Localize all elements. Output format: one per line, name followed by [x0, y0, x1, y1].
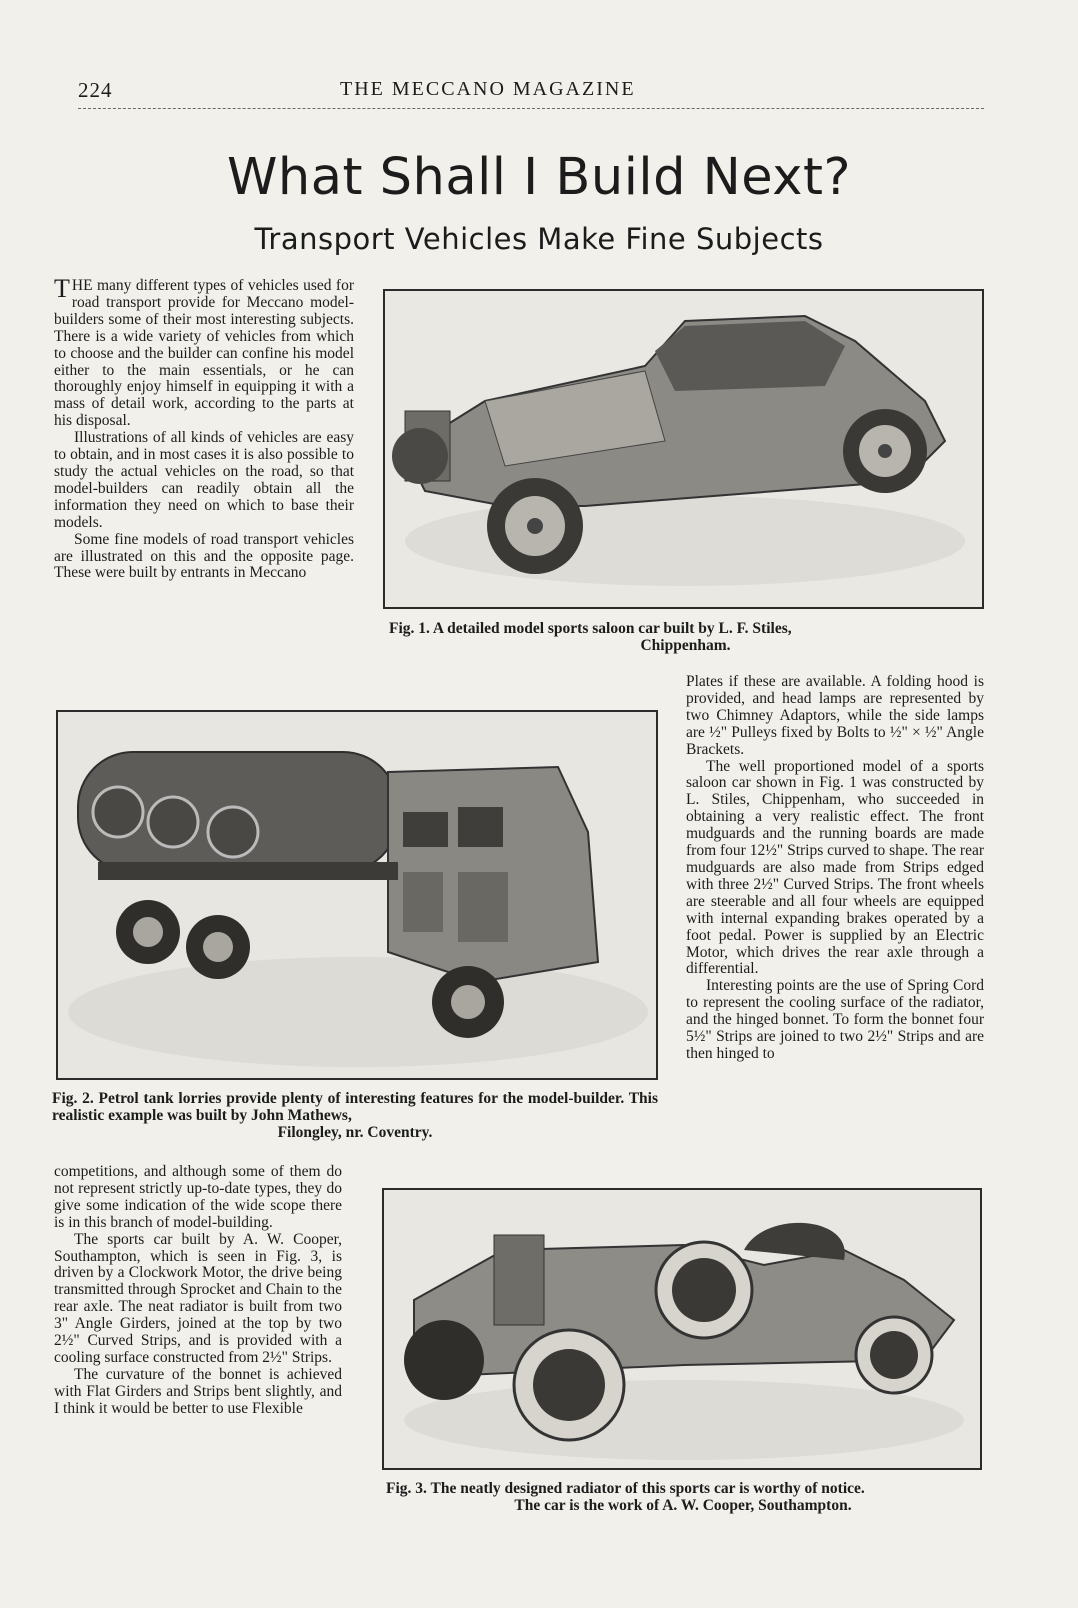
figure-1-caption-text: Fig. 1. A detailed model sports saloon car built by L. F. Stiles, [389, 620, 792, 637]
magazine-title: THE MECCANO MAGAZINE [340, 78, 636, 100]
article-subtitle: Transport Vehicles Make Fine Subjects [254, 222, 824, 256]
paragraph-models: Some fine models of road transport vehicles are illustrated on this and the opposite page. These were built by entrants in Meccano [54, 530, 354, 582]
paragraph-intro [54, 274, 354, 430]
text-column-right [686, 674, 984, 1063]
paragraph-plates: Plates if these are available. A folding hood is provided, and head lamps are represented by two Chimney Adaptors, while the side lamps are ½" Pulleys fixed by Bolts to ½" × ½" Angle Brackets. [686, 673, 984, 758]
figure-2-caption [52, 1090, 658, 1141]
sports-car-illustration [384, 1190, 980, 1468]
saloon-car-illustration [385, 291, 982, 607]
paragraph-bonnet: The curvature of the bonnet is achieved with Flat Girders and Strips bent slightly, and I think it would be better to use Flexible [54, 1365, 342, 1417]
figure-3-sports-car-photo [382, 1188, 982, 1470]
figure-3-caption [386, 1480, 980, 1514]
intro-text: HE many different types of vehicles used for road transport provide for Meccano model-builders some of their most interesting subjects. There is a wide variety of vehicles from which to choose and the builder can confine his model either to the main essentials, or he can thoroughly enjoy himself in equipping it with a mass of detail work, according to the parts at his disposal. [54, 277, 354, 430]
paragraph-saloon: The well proportioned model of a sports saloon car shown in Fig. 1 was constructed by L. Stiles, Chippenham, who succeeded in obtaining a very realistic effect. The front mudguards and the running boards are made from four 12½" Strips curved to shape. The rear mudguards are also made from Strips edged with three 2½" Curved Strips. The front wheels are steerable and all four wheels are equipped with internal expanding brakes operated by a foot pedal. Power is supplied by an Electric Motor, which drives the rear axle through a differential. [686, 757, 984, 978]
text-column-left-bottom [54, 1164, 342, 1418]
header-rule [78, 108, 984, 109]
drop-cap: T [54, 274, 70, 303]
text-column-left-top [54, 274, 354, 582]
figure-3-caption-credit: The car is the work of A. W. Cooper, Southampton. [514, 1497, 852, 1514]
figure-1-caption [389, 620, 982, 654]
figure-3-caption-text: Fig. 3. The neatly designed radiator of this sports car is worthy of notice. [386, 1480, 865, 1497]
figure-1-caption-credit: Chippenham. [640, 637, 731, 654]
figure-2-tank-lorry-photo [56, 710, 658, 1080]
tank-lorry-illustration [58, 712, 656, 1078]
paragraph-competitions: competitions, and although some of them do not represent strictly up-to-date types, they do give some indication of the wide scope there is in this branch of model-building. [54, 1163, 342, 1231]
paragraph-illustrations: Illustrations of all kinds of vehicles are easy to obtain, and in most cases it is also possible to study the actual vehicles on the road, so that model-builders can readily obtain all the information they need on which to base their models. [54, 429, 354, 531]
figure-1-saloon-car-photo [383, 289, 984, 609]
figure-2-caption-credit: Filongley, nr. Coventry. [277, 1124, 433, 1141]
article-title: What Shall I Build Next? [226, 148, 852, 207]
page-number: 224 [78, 78, 113, 102]
figure-2-caption-text: Fig. 2. Petrol tank lorries provide plenty of interesting features for the model-builder. This realistic example was built by John Mathews, [52, 1090, 658, 1124]
paragraph-points: Interesting points are the use of Spring Cord to represent the cooling surface of the radiator, and the hinged bonnet. To form the bonnet four 5½" Strips are joined to two 2½" Strips and are then hinged to [686, 977, 984, 1062]
paragraph-sports-car: The sports car built by A. W. Cooper, Southampton, which is seen in Fig. 3, is driven by a Clockwork Motor, the drive being transmitted through Sprocket and Chain to the rear axle. The neat radiator is built from two 3" Angle Girders, joined at the top by two 2½" Curved Strips, and is provided with a cooling surface constructed from 2½" Strips. [54, 1230, 342, 1366]
